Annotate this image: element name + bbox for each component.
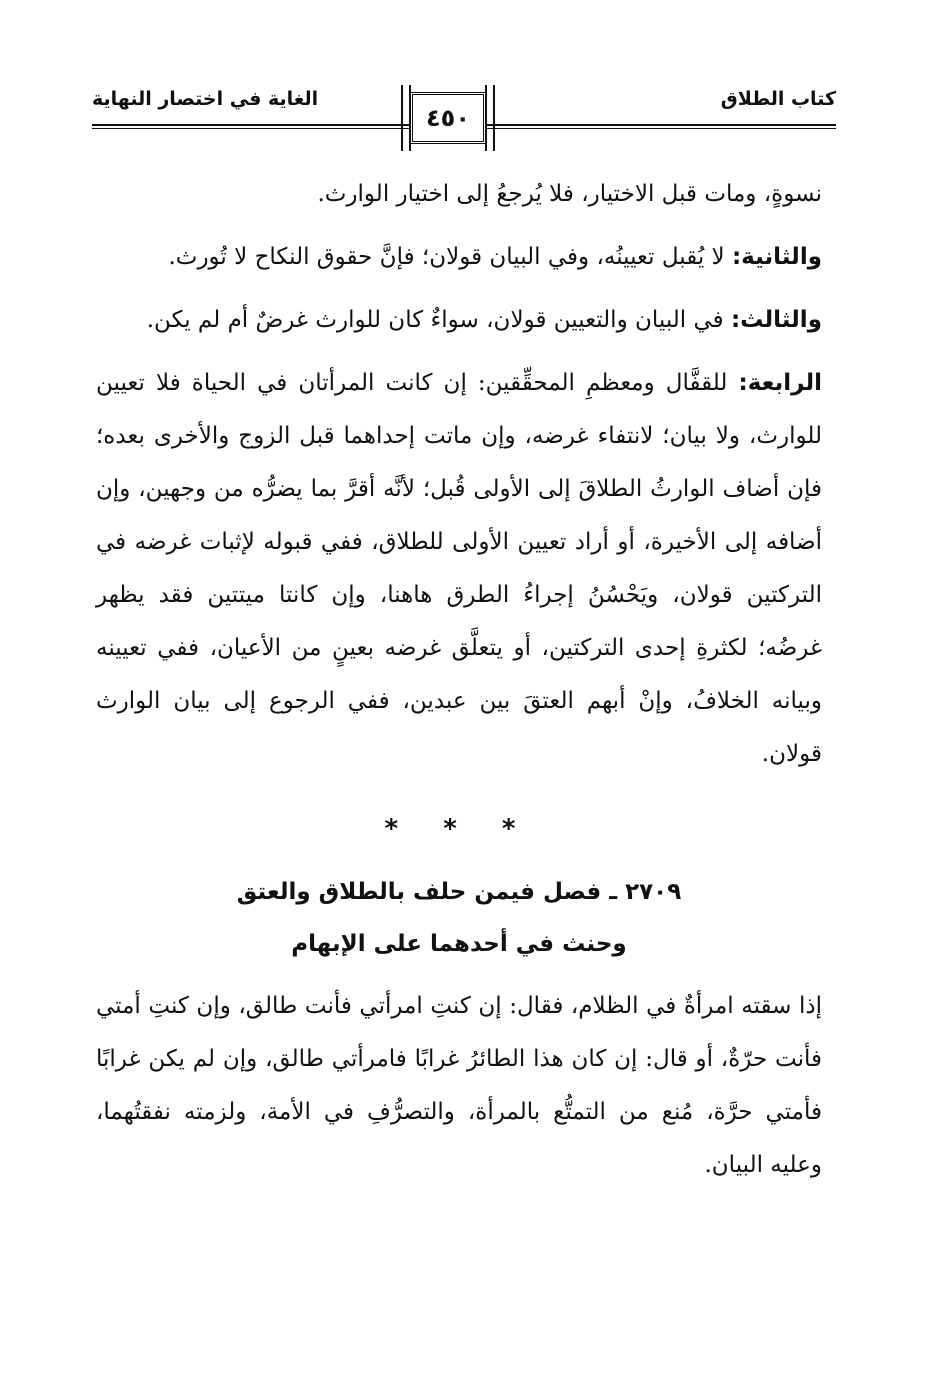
section-heading-line2: وحنث في أحدهما على الإبهام: [291, 931, 627, 957]
running-title-left: الغاية في اختصار النهاية: [92, 88, 319, 110]
section-heading: [96, 866, 822, 970]
section-body: إذا سقته امرأةٌ في الظلام، فقال: إن كنتِ امرأتي فأنت طالق، وإن كنتِ أمتي فأنت حرّةٌ، أو قال: إن كان هذا الطائرُ غرابًا فامرأتي طالق، وإن لم يكن غرابًا فأمتي حرَّة، مُنع من التمتُّع بالمرأة، والتصرُّفِ في الأمة، ولزمته نفقتُهما، وعليه البيان.: [96, 993, 822, 1178]
paragraph-third: [96, 294, 822, 347]
page-number: ٤٥٠: [426, 104, 470, 132]
page-number-frame: [410, 92, 486, 144]
paragraph-lead: والثالث:: [730, 307, 822, 333]
paragraph-lead: الرابعة:: [738, 370, 822, 396]
running-title-right: كتاب الطلاق: [720, 88, 836, 110]
page-header: [92, 78, 836, 158]
section-separator: * * *: [384, 814, 534, 844]
paragraph-text: نسوةٍ، ومات قبل الاختيار، فلا يُرجعُ إلى اختيار الوارث.: [317, 181, 822, 207]
page-body: [96, 168, 822, 1192]
paragraph-lead: والثانية:: [731, 244, 822, 270]
paragraph-text: في البيان والتعيين قولان، سواءٌ كان للوارث غرضٌ أم لم يكن.: [146, 307, 731, 333]
section-heading-line1: ٢٧٠٩ ـ فصل فيمن حلف بالطلاق والعتق: [236, 879, 682, 905]
paragraph-text: للقفَّال ومعظمِ المحقِّقين: إن كانت المرأتان في الحياة فلا تعيين للوارث، ولا بيان؛ لانتفاء غرضه، وإن ماتت إحداهما قبل الزوج والأخرى بعده؛ فإن أضاف الوارثُ الطلاقَ إلى الأولى قُبل؛ لأنَّه أقرَّ بما يضرُّه من وجهين، وإن أضافه إلى الأخيرة، أو أراد تعيين الأولى للطلاق، ففي قبوله لإثبات غرضه في التركتين قولان، ويَحْسُنُ إجراءُ الطرق هاهنا، وإن كانتا ميتتين فقد يظهر غرضُه؛ لكثرةِ إحدى التركتين، أو يتعلَّق غرضه بعينٍ من الأعيان، ففي تعيينه وبيانه الخلافُ، وإنْ أبهم العتقَ بين عبدين، ففي الرجوع إلى بيان الوارث قولان.: [96, 370, 822, 767]
paragraph-second: [96, 231, 822, 284]
paragraph-text: لا يُقبل تعيينُه، وفي البيان قولان؛ فإنَّ حقوق النكاح لا تُورث.: [168, 244, 732, 270]
paragraph-fourth: [96, 357, 822, 781]
paragraph-continuation: [96, 168, 822, 221]
